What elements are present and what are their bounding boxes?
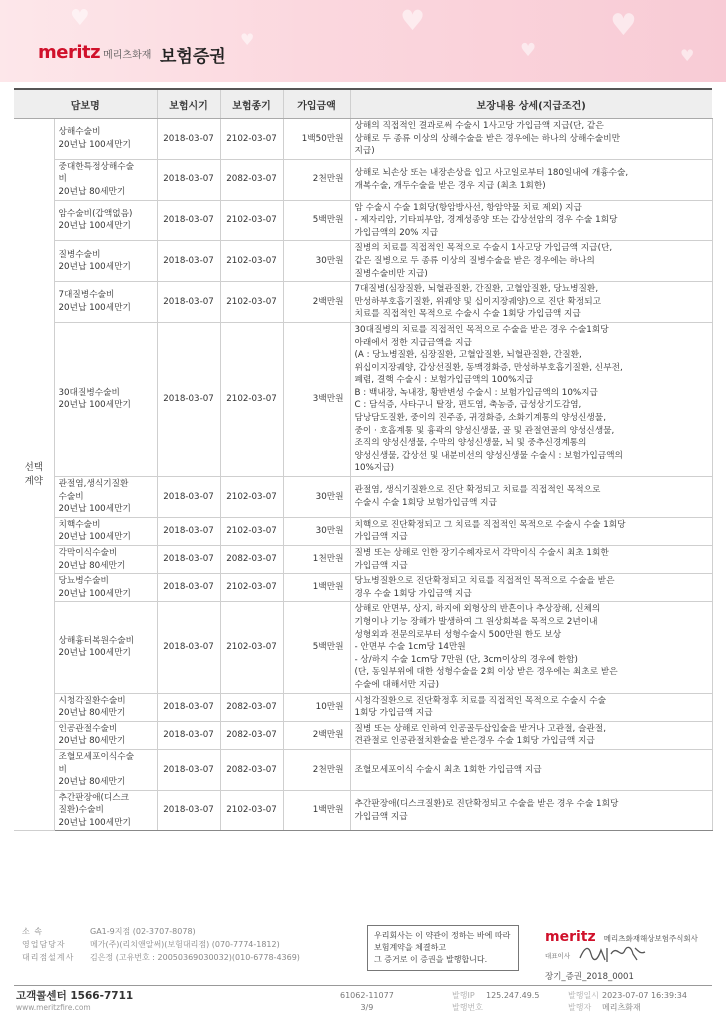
coverage-name-line: 암수술비(갑액없음) [58, 208, 133, 219]
coverage-name-cell [54, 517, 157, 545]
document-code: 장기_증권_2018_0001 [545, 972, 634, 982]
amount-cell: 5백만원 [283, 200, 350, 241]
coverage-detail-line: 같은 질병으로 두 종류 이상의 질병수술을 받은 경우에는 하나의 [354, 255, 595, 266]
amount-cell: 2천만원 [283, 159, 350, 200]
start-date-cell: 2018-03-07 [157, 477, 220, 518]
amount-cell: 5백만원 [283, 602, 350, 693]
agent-info-row [22, 938, 300, 951]
coverage-detail-cell [350, 790, 712, 831]
coverage-table-container [14, 88, 712, 831]
coverage-name-cell [54, 574, 157, 602]
issue-no-label: 발행번호 [452, 1003, 483, 1012]
coverage-name-cell [54, 721, 157, 749]
col-header-amount: 가입금액 [283, 89, 350, 119]
coverage-detail-line: 수술시 수술 1회당 보험가입금액 지급 [354, 497, 497, 508]
coverage-detail-cell [350, 200, 712, 241]
coverage-name-line: 20년납 100세만기 [58, 648, 131, 659]
coverage-detail-line: 아래에서 정한 지급금액을 지급 [354, 337, 472, 348]
seal-company-name: 메리츠화재해상보험주식회사 [603, 934, 698, 943]
heart-decoration-icon: ♥ [400, 4, 426, 37]
start-date-cell: 2018-03-07 [157, 200, 220, 241]
coverage-detail-cell [350, 574, 712, 602]
coverage-name-line: 20년납 80세만기 [58, 736, 126, 747]
coverage-name-cell [54, 546, 157, 574]
coverage-detail-line: 가입금액 지급 [354, 811, 408, 822]
issuance-notice [367, 925, 519, 971]
table-row [14, 574, 712, 602]
table-row [14, 721, 712, 749]
agent-info [22, 925, 300, 964]
heart-decoration-icon: ♥ [520, 40, 537, 61]
coverage-detail-cell [350, 517, 712, 545]
coverage-detail-line: 질병수술비만 지급) [354, 268, 428, 279]
coverage-name-line: 20년납 100세만기 [58, 221, 131, 232]
coverage-detail-line: 기형이나 기능 장해가 발생하여 그 원상회복을 목적으로 2년이내 [354, 616, 598, 627]
coverage-detail-line: 질병 또는 상해로 인하여 인공골두삽입술을 받거나 고관절, 슬관절, [354, 723, 606, 734]
agent-info-label: 소 속 [22, 927, 43, 936]
table-row [14, 790, 712, 831]
coverage-name-line: 중대한특정상해수술 [58, 161, 135, 172]
company-logo [38, 42, 151, 63]
coverage-detail-line: 상해로 뇌손상 또는 내장손상을 입고 사고일로부터 180일내에 개흉수술, [354, 168, 629, 179]
coverage-detail-cell [350, 477, 712, 518]
signature-icon [577, 940, 647, 966]
issue-ip-label: 발행IP [452, 991, 475, 1000]
coverage-name-line: 20년납 80세만기 [58, 560, 126, 571]
category-cell [14, 119, 54, 831]
coverage-name-cell [54, 693, 157, 721]
coverage-name-line: 20년납 100세만기 [58, 139, 131, 150]
coverage-detail-line: 관절염, 생식기질환으로 진단 확정되고 치료를 직접적인 목적으로 [354, 485, 601, 496]
coverage-name-cell [54, 119, 157, 160]
end-date-cell: 2102-03-07 [220, 200, 283, 241]
coverage-name-line: 조혈모세포이식수술 [58, 751, 135, 762]
coverage-detail-line: 가입금액의 20% 지급 [354, 227, 439, 238]
coverage-detail-line: 양성신생물, 갑상선 및 내분비선의 양성신생물 수술시 : 보험가입금액의 [354, 450, 623, 461]
start-date-cell: 2018-03-07 [157, 119, 220, 160]
coverage-detail-line: 담낭담도질환, 중이의 진주종, 귀경화증, 소화기계통의 양성신생물, [354, 413, 606, 424]
issuer: 메리츠화재 [602, 1003, 641, 1012]
coverage-detail-cell [350, 322, 712, 476]
coverage-name-line: 치핵수술비 [58, 519, 101, 530]
col-header-detail: 보장내용 상세(지급조건) [350, 89, 712, 119]
start-date-cell: 2018-03-07 [157, 282, 220, 323]
coverage-detail-line: C : 담석증, 사타구니 탈장, 편도염, 축농증, 급성상기도감염, [354, 400, 582, 411]
coverage-name-cell [54, 159, 157, 200]
end-date-cell: 2102-03-07 [220, 322, 283, 476]
coverage-detail-line: 견관절로 인공관절치환술을 받은경우 수술 1회당 가입금액 지급 [354, 736, 595, 747]
coverage-detail-line: 조직의 양성신생물, 수막의 양성신생물, 뇌 및 중추신경계통의 [354, 438, 587, 449]
form-number: 61062-11077 [340, 991, 394, 1000]
form-info [340, 990, 394, 1014]
amount-cell: 2천만원 [283, 749, 350, 790]
coverage-detail-cell [350, 602, 712, 693]
coverage-detail-line: 폐렴, 결핵 수술시 : 보험가입금액의 100%지급 [354, 375, 534, 386]
table-row [14, 159, 712, 200]
seal-representative: 대표이사 [545, 952, 571, 960]
coverage-detail-line: (단, 동일부위에 대한 성형수술을 2회 이상 받은 경우에는 최초로 받은 [354, 667, 618, 678]
amount-cell: 1백50만원 [283, 119, 350, 160]
category-label: 선택 [24, 461, 43, 473]
coverage-detail-line: 상해로 안면부, 상지, 하지에 외형상의 반흔이나 추상장해, 신체의 [354, 604, 601, 615]
coverage-detail-line: 7대질병(심장질환, 뇌혈관질환, 간질환, 고혈압질환, 당뇨병질환, [354, 284, 599, 295]
coverage-detail-cell [350, 119, 712, 160]
coverage-detail-line: 30대질병의 치료를 직접적인 목적으로 수술을 받은 경우 수술1회당 [354, 324, 609, 335]
end-date-cell: 2082-03-07 [220, 546, 283, 574]
coverage-name-line: 7대질병수술비 [58, 290, 115, 301]
heart-decoration-icon: ♥ [70, 6, 90, 31]
coverage-detail-line: B : 백내장, 녹내장, 황반변성 수술시 : 보험가입금액의 10%지급 [354, 387, 598, 398]
end-date-cell: 2082-03-07 [220, 693, 283, 721]
coverage-name-cell [54, 602, 157, 693]
coverage-name-line: 20년납 80세만기 [58, 708, 126, 719]
heart-decoration-icon: ♥ [680, 46, 695, 65]
heart-decoration-icon: ♥ [610, 8, 637, 43]
agent-info-value: GA1-9지점 (02-3707-8078) [90, 927, 196, 936]
issue-date: 2023-07-07 16:39:34 [602, 991, 687, 1000]
coverage-detail-line: 10%지급) [354, 463, 394, 474]
end-date-cell: 2102-03-07 [220, 282, 283, 323]
coverage-detail-line: 수술에 대해서만 지급) [354, 679, 439, 690]
coverage-name-line: 20년납 100세만기 [58, 262, 131, 273]
page-title: 보험증권 [160, 47, 226, 67]
table-row [14, 322, 712, 476]
end-date-cell: 2082-03-07 [220, 159, 283, 200]
coverage-name-line: 상해수술비 [58, 127, 101, 138]
company-seal [545, 926, 715, 960]
amount-cell: 30만원 [283, 517, 350, 545]
agent-info-value: 메가(주)(리치앤알써)(보험대리점) (070-7774-1812) [90, 940, 280, 949]
coverage-name-cell [54, 200, 157, 241]
end-date-cell: 2102-03-07 [220, 602, 283, 693]
coverage-detail-line: 성형외과 전문의로부터 성형수술시 500만원 한도 보상 [354, 629, 562, 640]
issue-date-label: 발행일시 [568, 991, 599, 1000]
coverage-detail-line: 조혈모세포이식 수술시 최초 1회한 가입금액 지급 [354, 764, 542, 775]
coverage-detail-cell [350, 159, 712, 200]
page-number: 3/9 [360, 1003, 374, 1012]
heart-decoration-icon: ♥ [240, 30, 255, 49]
coverage-name-cell [54, 322, 157, 476]
agent-info-row [22, 951, 300, 964]
amount-cell: 2백만원 [283, 721, 350, 749]
coverage-name-line: 20년납 100세만기 [58, 303, 131, 314]
coverage-name-line: 당뇨병수술비 [58, 576, 109, 587]
col-header-coverage: 담보명 [14, 89, 157, 119]
end-date-cell: 2082-03-07 [220, 721, 283, 749]
end-date-cell: 2102-03-07 [220, 477, 283, 518]
coverage-detail-cell [350, 546, 712, 574]
coverage-name-cell [54, 282, 157, 323]
start-date-cell: 2018-03-07 [157, 721, 220, 749]
table-body [14, 119, 712, 831]
col-header-start: 보험시기 [157, 89, 220, 119]
issue-meta-2 [568, 990, 687, 1014]
coverage-detail-line: 중이 · 호흡계통 및 흉곽의 양성신생물, 골 및 관절연골의 양성신생물, [354, 425, 615, 436]
coverage-detail-line: 질병의 치료를 직접적인 목적으로 수술시 1사고당 가입금액 지급(단, [354, 243, 613, 254]
end-date-cell: 2102-03-07 [220, 574, 283, 602]
agent-info-value: 김은정 (고유번호 : 20050369030032)(010-6778-4369) [90, 953, 300, 962]
start-date-cell: 2018-03-07 [157, 322, 220, 476]
start-date-cell: 2018-03-07 [157, 241, 220, 282]
coverage-detail-line: - 상/하지 수술 1cm당 7만원 (단, 3cm이상의 경우에 한함) [354, 654, 578, 665]
coverage-name-line: 20년납 100세만기 [58, 504, 131, 515]
start-date-cell: 2018-03-07 [157, 546, 220, 574]
coverage-detail-line: 가입금액 지급 [354, 532, 408, 543]
coverage-detail-line: 치료를 직접적인 목적으로 수술시 수술 1회당 가입금액 지급 [354, 309, 581, 320]
coverage-name-line: 각막이식수술비 [58, 548, 118, 558]
coverage-detail-line: 상해의 직접적인 결과로써 수술시 1사고당 가입금액 지급(단, 같은 [354, 121, 604, 131]
start-date-cell: 2018-03-07 [157, 602, 220, 693]
coverage-detail-cell [350, 693, 712, 721]
end-date-cell: 2082-03-07 [220, 749, 283, 790]
coverage-name-line: 수술비 [58, 491, 84, 502]
coverage-name-line: 20년납 80세만기 [58, 777, 126, 788]
table-row [14, 282, 712, 323]
website-link[interactable]: www.meritzfire.com [16, 1003, 91, 1012]
coverage-name-line: 20년납 100세만기 [58, 400, 131, 411]
amount-cell: 30만원 [283, 241, 350, 282]
amount-cell: 1천만원 [283, 546, 350, 574]
coverage-name-line: 인공관절수술비 [58, 723, 118, 734]
coverage-detail-line: 위십이지장궤양, 갑상선질환, 동맥경화증, 만성하부호흡기질환, 신부전, [354, 362, 623, 373]
coverage-name-line: 질병수술비 [58, 249, 101, 260]
issuer-label: 발행자 [568, 1003, 592, 1012]
coverage-name-line: 20년납 100세만기 [58, 532, 131, 543]
notice-line: 우리회사는 이 약관이 정하는 바에 따라 [374, 931, 511, 940]
amount-cell: 1백만원 [283, 790, 350, 831]
coverage-detail-line: 암 수술시 수술 1회당(항암방사선, 항암약물 치료 제외) 지급 [354, 202, 582, 213]
end-date-cell: 2102-03-07 [220, 241, 283, 282]
coverage-detail-line: 개복수술, 개두수술을 받은 경우 지급 (최초 1회한) [354, 180, 546, 191]
coverage-name-line: 질환)수술비 [58, 805, 104, 816]
issue-ip: 125.247.49.5 [486, 991, 540, 1000]
table-row [14, 241, 712, 282]
coverage-detail-line: - 제자리암, 기타피부암, 경계성종양 또는 갑상선암의 경우 수술 1회당 [354, 215, 618, 226]
end-date-cell: 2102-03-07 [220, 790, 283, 831]
coverage-detail-cell [350, 282, 712, 323]
coverage-detail-line: 경우 수술 1회당 가입금액 지급 [354, 588, 472, 599]
table-row [14, 119, 712, 160]
coverage-name-cell [54, 241, 157, 282]
notice-line: 그 증거로 이 증권을 발행합니다. [374, 955, 488, 964]
coverage-name-cell [54, 477, 157, 518]
coverage-detail-line: 당뇨병질환으로 진단확정되고 치료를 직접적인 목적으로 수술을 받은 [354, 576, 615, 587]
call-center-block [16, 990, 133, 1014]
amount-cell: 3백만원 [283, 322, 350, 476]
table-header-row [14, 89, 712, 119]
coverage-name-line: 관절염,생식기질환 [58, 479, 129, 490]
table-row [14, 517, 712, 545]
agent-info-label: 대리점설계사 [22, 953, 75, 962]
logo-sub: 메리츠화재 [103, 50, 152, 61]
coverage-detail-line: 만성하부호흡기질환, 위궤양 및 십이지장궤양)으로 진단 확정되고 [354, 296, 602, 307]
amount-cell: 30만원 [283, 477, 350, 518]
amount-cell: 10만원 [283, 693, 350, 721]
header-banner [0, 0, 726, 82]
agent-info-row [22, 925, 300, 938]
logo-brand: meritz [38, 42, 101, 63]
coverage-name-cell [54, 749, 157, 790]
coverage-detail-cell [350, 749, 712, 790]
coverage-detail-line: 치핵으로 진단확정되고 그 치료를 직접적인 목적으로 수술시 수술 1회당 [354, 519, 626, 530]
start-date-cell: 2018-03-07 [157, 574, 220, 602]
amount-cell: 1백만원 [283, 574, 350, 602]
coverage-table [14, 88, 713, 831]
coverage-name-line: 20년납 100세만기 [58, 588, 131, 599]
agent-info-label: 영업담당자 [22, 940, 66, 949]
end-date-cell: 2102-03-07 [220, 517, 283, 545]
start-date-cell: 2018-03-07 [157, 159, 220, 200]
coverage-detail-line: 1회당 가입금액 지급 [354, 708, 433, 719]
amount-cell: 2백만원 [283, 282, 350, 323]
notice-line: 보험계약을 체결하고 [374, 943, 447, 952]
start-date-cell: 2018-03-07 [157, 790, 220, 831]
coverage-name-line: 30대질병수술비 [58, 387, 120, 398]
footer-divider [14, 985, 712, 986]
coverage-name-line: 20년납 100세만기 [58, 817, 131, 828]
col-header-end: 보험종기 [220, 89, 283, 119]
coverage-name-line: 추간판장애(디스크 [58, 792, 130, 803]
table-row [14, 749, 712, 790]
coverage-name-line: 비 [58, 764, 67, 775]
coverage-name-line: 시청각질환수술비 [58, 695, 126, 706]
call-center: 고객콜센터 1566-7711 [16, 990, 134, 1002]
coverage-name-cell [54, 790, 157, 831]
table-row [14, 477, 712, 518]
category-label: 계약 [24, 475, 43, 487]
coverage-detail-line: 질병 또는 상해로 인한 장기수혜자로서 각막이식 수술시 최초 1회한 [354, 548, 609, 558]
coverage-detail-line: 추간판장애(디스크질환)로 진단확정되고 수술을 받은 경우 수술 1회당 [354, 798, 619, 809]
table-row [14, 546, 712, 574]
table-row [14, 200, 712, 241]
start-date-cell: 2018-03-07 [157, 517, 220, 545]
issue-meta-1 [452, 990, 539, 1014]
coverage-detail-line: 시청각질환으로 진단확정후 치료를 직접적인 목적으로 수술시 수술 [354, 695, 607, 706]
seal-brand: meritz [545, 929, 596, 945]
coverage-detail-line: (A : 당뇨병질환, 심장질환, 고혈압질환, 뇌혈관질환, 간질환, [354, 350, 582, 361]
coverage-detail-cell [350, 241, 712, 282]
coverage-detail-line: 가입금액 지급 [354, 560, 408, 571]
coverage-detail-cell [350, 721, 712, 749]
coverage-detail-line: - 안면부 수술 1cm당 14만원 [354, 642, 466, 653]
coverage-detail-line: 지급) [354, 146, 375, 157]
coverage-name-line: 20년납 80세만기 [58, 186, 126, 197]
coverage-name-line: 비 [58, 174, 67, 185]
coverage-detail-line: 상해로 두 종류 이상의 상해수술을 받은 경우에는 하나의 상해수술비만 [354, 133, 620, 144]
table-row [14, 602, 712, 693]
table-row [14, 693, 712, 721]
start-date-cell: 2018-03-07 [157, 749, 220, 790]
end-date-cell: 2102-03-07 [220, 119, 283, 160]
coverage-name-line: 상해흉터복원수술비 [58, 635, 135, 646]
start-date-cell: 2018-03-07 [157, 693, 220, 721]
